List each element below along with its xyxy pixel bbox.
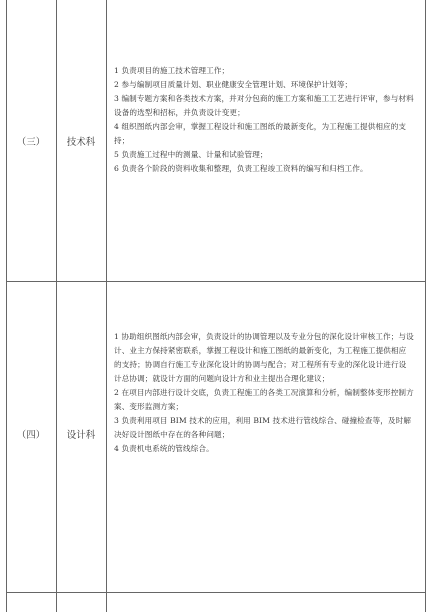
- table-border-left: [6, 0, 7, 612]
- table-divider-1: [56, 0, 57, 612]
- duty-item: 6 负责各个阶段的资料收集和整理，负责工程竣工资料的编写和归档工作。: [114, 164, 368, 173]
- duty-item: 5 负责施工过程中的测量、计量和试验管理；: [114, 150, 268, 159]
- table-border-right: [425, 0, 426, 612]
- row-separator: [6, 281, 426, 282]
- duties-list: [114, 330, 414, 456]
- department-name: 技术科: [66, 137, 96, 148]
- duty-item: 2 在项目内部进行设计交底，负责工程施工的各类工况演算和分析，编制整体变形控制方案、变形监测方案；: [114, 388, 414, 411]
- row-number: （四）: [16, 430, 46, 441]
- duty-item: 3 编制专题方案和各类技术方案，并对分包商的施工方案和施工工艺进行评审，参与材料设备的选型和招标，并负责设计变更；: [114, 94, 414, 117]
- duty-item: 1 协助组织图纸内部会审，负责设计的协调管理以及专业分包的深化设计审核工作；与设计、业主方保持紧密联系，掌握工程设计和施工图纸的最新变化，为工程施工提供相应的支持；协调自行施工专业深化设计的协调与配合；对工程所有专业的深化设计进行设计总协调；就设计方面的问题向设计方和业主提出合理化建议；: [114, 332, 414, 383]
- row-number: （三）: [16, 137, 46, 148]
- duties-list: [114, 64, 414, 176]
- duty-item: 2 参与编制项目质量计划、职业健康安全管理计划、环境保护计划等；: [114, 80, 353, 89]
- duty-item: 3 负责利用项目 BIM 技术的应用，利用 BIM 技术进行管线综合、碰撞检查等，及时解决好设计图纸中存在的各种问题；: [114, 416, 412, 439]
- table-border-bottom: [6, 592, 426, 593]
- duty-item: 4 组织图纸内部会审，掌握工程设计和施工图纸的最新变化，为工程施工提供相应的支持；: [114, 122, 407, 145]
- duty-item: 4 负责机电系统的管线综合。: [114, 444, 214, 453]
- table-divider-2: [106, 0, 107, 612]
- department-name: 设计科: [66, 430, 96, 441]
- duty-item: 1 负责项目的施工技术管理工作；: [114, 66, 230, 75]
